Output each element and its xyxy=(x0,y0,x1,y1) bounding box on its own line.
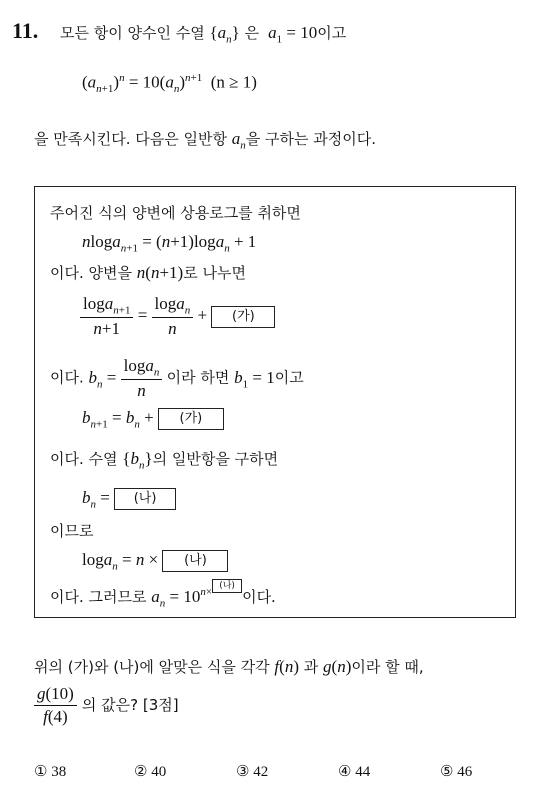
proof-line-3: 이다. 양변을 n(n+1)로 나누면 xyxy=(50,263,246,282)
satisfy-line: 을 만족시킨다. 다음은 일반항 $a_n$을 구하는 과정이다. xyxy=(34,129,376,152)
question-number: 11. xyxy=(12,18,39,43)
blank-na-2: (나) xyxy=(162,550,228,572)
prompt-line-2: $\frac{g(10)}{f(4)}$ 의 값은? [3점] xyxy=(34,684,179,727)
proof-equation-logan: loga$_n$ = n × (나) xyxy=(82,550,228,572)
proof-line-7: 이다. 수열 $\{b_n\}$의 일반항을 구하면 xyxy=(50,449,279,472)
choice-1[interactable]: ① 38 xyxy=(34,764,67,780)
proof-line-11: 이다. 그러므로 $a_n = 10^{n\times (나)}$이다. xyxy=(50,581,276,610)
blank-ga-2: (가) xyxy=(158,408,224,430)
choice-4[interactable]: ④ 44 xyxy=(338,764,371,780)
proof-equation-fraction: $\frac{\log a_{n+1}}{n+1}$ = $\frac{\log a_n}{n}$ + (가) xyxy=(80,294,275,339)
recurrence-equation: $(a_{n+1})^n = 10(a_n)^{n+1}$ (n ≥ 1) xyxy=(82,72,257,96)
blank-ga-1: (가) xyxy=(211,306,275,328)
question-intro: 모든 항이 양수인 수열 $\{a_n\}$ 은 $a_1 = 10$이고 xyxy=(60,23,347,46)
proof-line-9: 이므로 xyxy=(50,522,94,540)
proof-equation-bn: $b_n$ = (나) xyxy=(82,488,176,510)
choice-5[interactable]: ⑤ 46 xyxy=(440,764,473,780)
choice-2[interactable]: ② 40 xyxy=(134,764,167,780)
choice-3[interactable]: ③ 42 xyxy=(236,764,269,780)
proof-equation-b: $b_{n+1} = b_n$ + (가) xyxy=(82,408,224,430)
question-header xyxy=(12,18,38,44)
prompt-line-1: 위의 (가)와 (나)에 알맞은 식을 각각 f(n) 과 g(n)이라 할 때, xyxy=(34,657,424,676)
proof-line-1: 주어진 식의 양변에 상용로그를 취하면 xyxy=(50,204,301,222)
proof-equation-log: nloga$_{n+1}$ = (n+1)loga$_n$ + 1 xyxy=(82,232,257,255)
proof-line-5: 이다. $b_n$ = $\frac{\log a_n}{n}$ 이라 하면 $b_1 = 1$이고 xyxy=(50,356,304,401)
blank-na-3: (나) xyxy=(212,579,242,593)
blank-na-1: (나) xyxy=(114,488,176,510)
condition-note: (n ≥ 1) xyxy=(210,72,257,92)
